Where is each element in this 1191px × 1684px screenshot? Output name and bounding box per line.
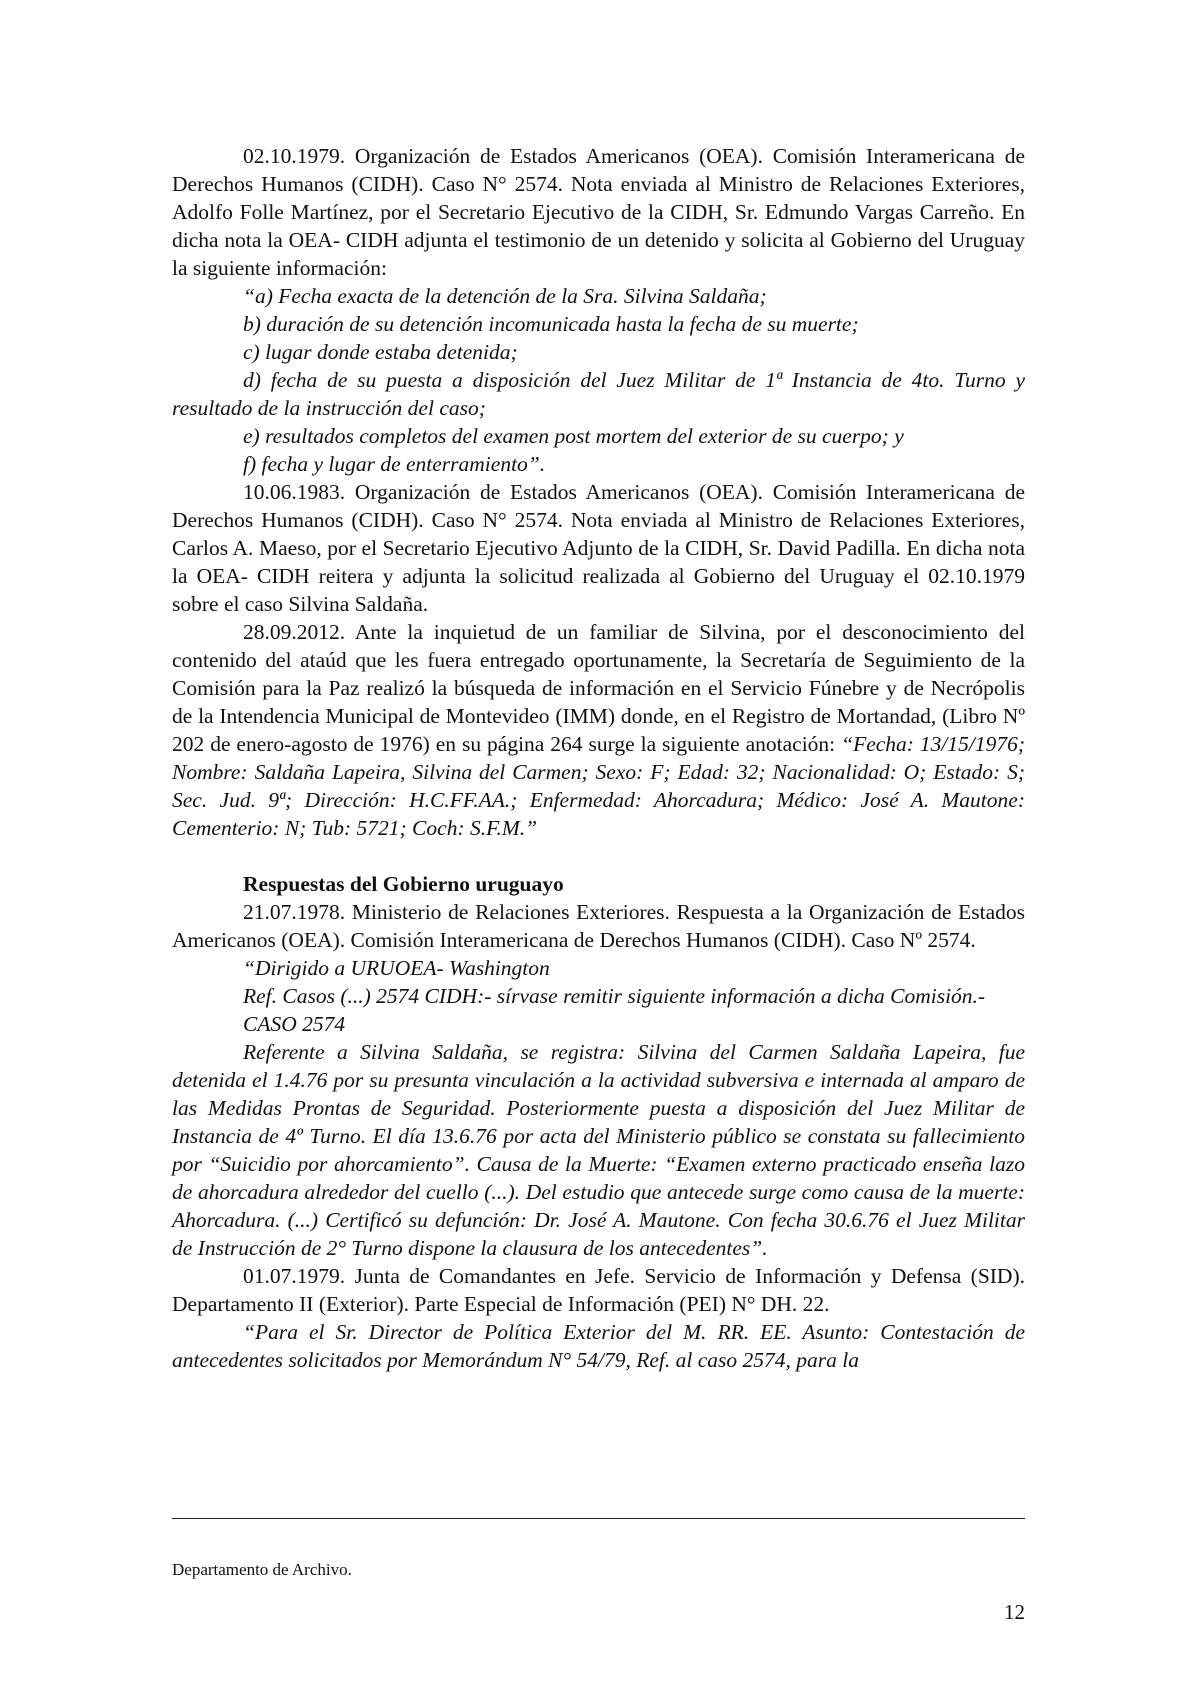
footer-divider: [172, 1518, 1025, 1519]
quote-paragraph: “Para el Sr. Director de Política Exterior del M. RR. EE. Asunto: Contestación de antecedentes solicitados por Memorándum N° 54/79, Ref. al caso 2574, para la: [172, 1320, 1025, 1372]
request-item: e) resultados completos del examen post mortem del exterior de su cuerpo; y: [243, 424, 904, 448]
paragraph: [172, 618, 1025, 842]
request-item: f) fecha y lugar de enterramiento”.: [243, 452, 546, 476]
request-item: b) duración de su detención incomunicada hasta la fecha de su muerte;: [243, 312, 859, 336]
quote-paragraph: Referente a Silvina Saldaña, se registra: Silvina del Carmen Saldaña Lapeira, fue detenida el 1.4.76 por su presunta vinculación a la actividad subversiva e internada al amparo de las Medidas Prontas de Seguridad. Posteriormente puesta a disposición del Juez Militar de Instancia de 4º Turno. El día 13.6.76 por acta del Ministerio público se constata su fallecimiento por “Suicidio por ahorcamiento”. Causa de la Muerte: “Examen externo practicado enseña lazo de ahorcadura alrededor del cuello (...). Del estudio que antecede surge como causa de la muerte: Ahorcadura. (...) Certificó su defunción: Dr. José A. Mautone. Con fecha 30.6.76 el Juez Militar de Instrucción de 2° Turno dispone la clausura de los antecedentes”.: [172, 1040, 1025, 1260]
page-number: 12: [1004, 1600, 1025, 1624]
section-heading: Respuestas del Gobierno uruguayo: [243, 872, 564, 896]
paragraph-lead: 28.09.2012. Ante la inquietud de un familiar de Silvina, por el desconocimiento del contenido del ataúd que les fuera entregado oportunamente, la Secretaría de Seguimiento de la Comisión para la Paz realizó la búsqueda de información en el Servicio Fúnebre y de Necrópolis de la Intendencia Municipal de Montevideo (IMM) donde, en el Registro de Mortandad, (Libro Nº 202 de enero-agosto de 1976) en su página 264 surge la siguiente anotación:: [172, 620, 1025, 756]
footer-text: Departamento de Archivo.: [172, 1560, 352, 1579]
paragraph: 21.07.1978. Ministerio de Relaciones Exteriores. Respuesta a la Organización de Estados Americanos (OEA). Comisión Interamericana de Derechos Humanos (CIDH). Caso Nº 2574.: [172, 900, 1025, 952]
registry-quote: “Fecha: 13/15/1976; Nombre: Saldaña Lapeira, Silvina del Carmen; Sexo: F; Edad: 32; Nacionalidad: O; Estado: S; Sec. Jud. 9ª; Dirección: H.C.FF.AA.; Enfermedad: Ahorcadura; Médico: José A. Mautone: Cementerio: N; Tub: 5721; Coch: S.F.M.”: [172, 732, 1025, 840]
paragraph: 01.07.1979. Junta de Comandantes en Jefe. Servicio de Información y Defensa (SID). Departamento II (Exterior). Parte Especial de Información (PEI) N° DH. 22.: [172, 1264, 1025, 1316]
quote-line: “Dirigido a URUOEA- Washington: [243, 956, 550, 980]
request-item: d) fecha de su puesta a disposición del Juez Militar de 1ª Instancia de 4to. Turno y resultado de la instrucción del caso;: [172, 368, 1025, 420]
request-item: “a) Fecha exacta de la detención de la Sra. Silvina Saldaña;: [243, 284, 767, 308]
quote-line: Ref. Casos (...) 2574 CIDH:- sírvase remitir siguiente información a dicha Comisión.-: [243, 984, 986, 1008]
document-body: [172, 142, 1025, 1374]
request-item: c) lugar donde estaba detenida;: [243, 340, 518, 364]
paragraph: 10.06.1983. Organización de Estados Americanos (OEA). Comisión Interamericana de Derechos Humanos (CIDH). Caso N° 2574. Nota enviada al Ministro de Relaciones Exteriores, Carlos A. Maeso, por el Secretario Ejecutivo Adjunto de la CIDH, Sr. David Padilla. En dicha nota la OEA- CIDH reitera y adjunta la solicitud realizada al Gobierno del Uruguay el 02.10.1979 sobre el caso Silvina Saldaña.: [172, 480, 1025, 616]
paragraph: 02.10.1979. Organización de Estados Americanos (OEA). Comisión Interamericana de Derechos Humanos (CIDH). Caso N° 2574. Nota enviada al Ministro de Relaciones Exteriores, Adolfo Folle Martínez, por el Secretario Ejecutivo de la CIDH, Sr. Edmundo Vargas Carreño. En dicha nota la OEA- CIDH adjunta el testimonio de un detenido y solicita al Gobierno del Uruguay la siguiente información:: [172, 144, 1025, 280]
quote-line: CASO 2574: [243, 1012, 346, 1036]
